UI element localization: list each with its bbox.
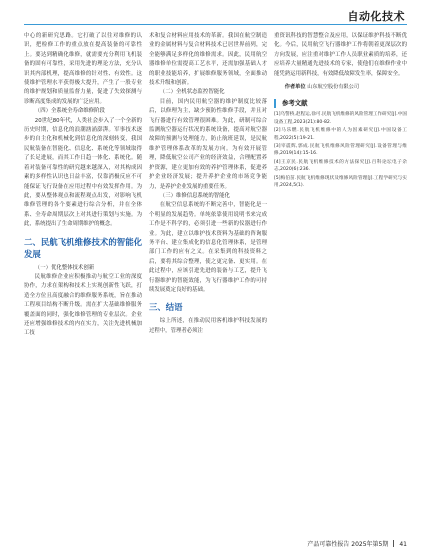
paragraph: 中心的新研究思路。它打破了以往对维修的认识，把检修工作的重点放在提高装备的可靠性上。要达到精确化维修，就需要充分利用飞机装备的固有可靠性，采用先进的理论方法，充分认识其内部机理，提高维修的针对性、有效性。这使维护管理水平获得极大提升，产生了一股专业的维护规划和质量监督力量，促进了失效探测与诊断高度集成的发展的广泛应用。 xyxy=(24,33,142,105)
paragraph: 目前，国内民用航空器的维护制度比较落后，以修理为主，缺少预防性维修手段，并且对飞行器进行有效管理很困难。为此，研制可综合监测航空器运行状况的系统设备，提高对航空器故障的预测与处理能力，防止航班延误，是民航维护管理体系改革的发展方向。为有效开展管理，降低航空公司产业的经济效益，合理配置养护资源，建立更加有效的养护管理体系，促进养护企业经济发展；提升养护企业的市场竞争能力，是养护企业发展的重要任务。 xyxy=(149,98,267,190)
references-heading: 参考文献 xyxy=(274,99,308,108)
references-list xyxy=(274,111,407,189)
paragraph: 综上所述，在推动民用客机维护科技发展的过程中，管理者必须注 xyxy=(149,318,267,334)
section-title: 自动化技术 xyxy=(347,10,405,23)
reference-item: [5]梅伯苗.民航飞机维修现状及维修风险管理[J].工程学研究与实用,2024,5(1). xyxy=(274,175,407,189)
paragraph-text: 重资讯科技的智慧整合及应用，以保证维护科技不断优化。今后，民用航空飞行器维护工作将朝着更深层次的方向发展，应注重对维护工作人员职业素质的培养，还应培养大量精通先进技术的专家，使他们在维修作业中能凭熟运用新科技，有效降低故障发生率，保障 xyxy=(274,33,407,77)
column-1 xyxy=(24,32,142,339)
paragraph: 民航维修企业应积极推动与航空工业的深度协作，力求在架构和技术上实现创新性飞跃，打造全方位且高度融合的维修服务系统，旨在推动工程项目结构不断升级。需在扩大基础维修服务覆盖面的同时，强化维修管理的专业层次。企业还应增强维修技术的内在实力，关注先进机械加工技 xyxy=(24,273,142,337)
paragraph-text-end: 安全。 xyxy=(387,70,404,77)
paragraph: 术和复合材料应用技术的革新。我国在航空制造业的金属材料与复合材料技术已居世界前列，完全能够满足多样化的维修需求。因此，民用航空器维修单位需提高工艺水平，还需加强基础人才的职业技能培养，扩展维修服务领域，全面推动技术升级和创新。 xyxy=(149,33,267,87)
subheading: （一）优化整体技术创新 xyxy=(34,264,95,271)
column-3 xyxy=(274,32,407,191)
page-footer xyxy=(0,539,407,548)
author-text: 山东航空股份有限公司 xyxy=(307,84,360,91)
reference-item: [4]王京民.民航飞机维修技术的方法探究[J].百科论坛电子杂志,2020(6):236. xyxy=(274,159,407,173)
header-rule xyxy=(24,24,407,25)
page-number: 41 xyxy=(399,541,407,548)
reference-item: [2]马乐燃.民航飞机维修中的人为因素研究[J].中国设备工程,2022(5):19-21. xyxy=(274,128,407,141)
column-2 xyxy=(149,32,267,336)
footer-separator xyxy=(393,540,394,547)
paragraph: 在航空信息系统的不断完善中，智能化是一个明显的发展趋势。单纯依靠使用说明书来完成工作是不科学的，必须引进一些新的仪器进行作业。为此，建立以维护技术资料为基础的咨询服务平台、建立集成化的信息化管理体系，是管理部门工作的应有之义。在采集到的科技资料之后，要将其综合整理，使之更完备、更实用。在此过程中，应该引进先进的装备与工艺，提升飞行器维护的智能效能，为飞行器维护工作的可持续发展奠定良好的基础。 xyxy=(149,202,267,293)
paragraph xyxy=(274,32,407,79)
reference-item: [1]乌警桥,赵程运,徐可.民航飞机维修的风险管理工作研究[J].中国设备工程,2023(21):80-82. xyxy=(274,112,407,125)
paragraph: 20世纪80年代，人类社会步入了一个全新的历史时期，信息化的浪潮汹涌澎湃。军事技术逐步的自主化和机械化到信息化的深刻转变，我国民航装备在智能化、信息化、系统化等领域取得了长足进展，而其工作日趋一体化、系统化。随着对装备可靠性的研究越来越深入，对其构成因素的多样性认识也日益丰富，仅靠消极反应不可能保证飞行设备在应用过程中有效发挥作用。为此，要从整体观点和流程观点出发，对影响飞机维修管理的各个要素进行综合分析，并在全体系、全寿命周期层次上对其进行策划与实施。为此，系统提出了生命周期维护的概念。 xyxy=(24,117,142,228)
subheading: （四）全系统全寿命维修阶段 xyxy=(34,108,105,115)
reference-item: [3]宰震辉,郭成.民航飞机维修风险管理研究[J].设备管理与维修,2019(14):15-16. xyxy=(274,144,407,157)
journal-name: 产品可靠性报告 2025年第5期 xyxy=(307,541,389,548)
subheading: （三）维修信息系统的智能化 xyxy=(159,192,230,199)
author-affiliation xyxy=(274,83,407,91)
author-label: 作者单位 xyxy=(284,84,306,91)
section-heading: 三、结语 xyxy=(149,302,183,313)
subheading: （二）全机状态监控智能化 xyxy=(159,89,225,96)
section-heading: 二、民航飞机维修技术的智能化发展 xyxy=(24,236,142,259)
